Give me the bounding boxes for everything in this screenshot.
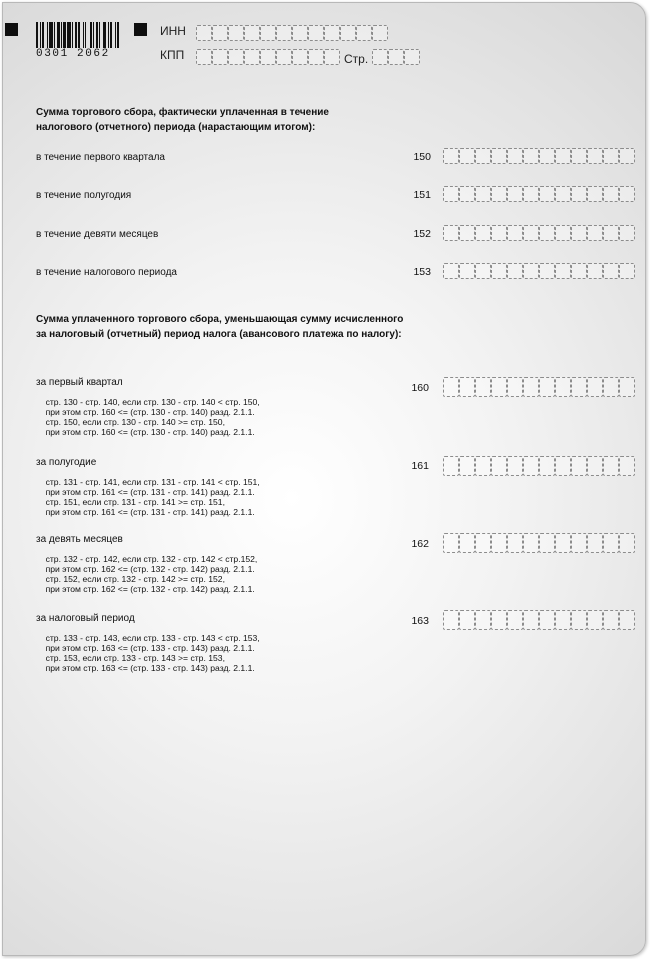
- entry-cell[interactable]: [443, 456, 459, 476]
- entry-cell[interactable]: [308, 25, 324, 41]
- entry-cell[interactable]: [491, 456, 507, 476]
- row-163-line: при этом стр. 163 <= (стр. 133 - стр. 143) разд. 2.1.1.: [45, 662, 255, 673]
- entry-cell[interactable]: [372, 49, 388, 65]
- entry-cell[interactable]: [571, 263, 587, 279]
- entry-cell[interactable]: [459, 263, 475, 279]
- row-160-line: стр. 130 - стр. 140, если стр. 130 - стр. 140 < стр. 150,: [45, 397, 260, 408]
- entry-cell[interactable]: [603, 456, 619, 476]
- entry-cell[interactable]: [324, 25, 340, 41]
- row-161-line: при этом стр. 161 <= (стр. 131 - стр. 141) разд. 2.1.1.: [45, 487, 255, 498]
- row-160-line: стр. 150, если стр. 130 - стр. 140 >= стр. 150,: [45, 416, 225, 427]
- entry-cell[interactable]: [475, 186, 491, 202]
- entry-cell[interactable]: [292, 25, 308, 41]
- section2-title-line2: за налоговый (отчетный) период налога (авансового платежа по налогу):: [36, 329, 402, 340]
- row-152-code: 152: [413, 228, 431, 240]
- row-163-line: стр. 153, если стр. 133 - стр. 143 >= стр. 153,: [45, 652, 225, 663]
- entry-cell[interactable]: [587, 263, 603, 279]
- entry-cell[interactable]: [443, 186, 459, 202]
- entry-cell[interactable]: [491, 610, 507, 630]
- row-160-description: [36, 356, 260, 447]
- entry-cell[interactable]: [571, 533, 587, 553]
- page-number-field[interactable]: [372, 49, 420, 65]
- row-163-code: 163: [411, 615, 429, 627]
- row-162-line: при этом стр. 162 <= (стр. 132 - стр. 142) разд. 2.1.1.: [45, 583, 255, 594]
- entry-cell[interactable]: [507, 148, 523, 164]
- entry-cell[interactable]: [603, 263, 619, 279]
- entry-cell[interactable]: [619, 186, 635, 202]
- row-150-field[interactable]: [443, 148, 635, 164]
- entry-cell[interactable]: [619, 225, 635, 241]
- barcode-bar: [117, 22, 119, 48]
- entry-cell[interactable]: [276, 49, 292, 65]
- entry-cell[interactable]: [587, 225, 603, 241]
- entry-cell[interactable]: [619, 263, 635, 279]
- entry-cell[interactable]: [459, 610, 475, 630]
- entry-cell[interactable]: [603, 225, 619, 241]
- entry-cell[interactable]: [507, 263, 523, 279]
- entry-cell[interactable]: [459, 533, 475, 553]
- row-162-line: при этом стр. 162 <= (стр. 132 - стр. 142) разд. 2.1.1.: [45, 564, 255, 575]
- entry-cell[interactable]: [340, 25, 356, 41]
- kpp-label: КПП: [160, 48, 185, 62]
- entry-cell[interactable]: [356, 25, 372, 41]
- section2-title: [36, 312, 403, 342]
- entry-cell[interactable]: [459, 225, 475, 241]
- entry-cell[interactable]: [459, 456, 475, 476]
- row-163-field[interactable]: [443, 610, 635, 630]
- entry-cell[interactable]: [459, 377, 475, 397]
- row-152-label: в течение девяти месяцев: [36, 229, 159, 240]
- entry-cell[interactable]: [475, 225, 491, 241]
- entry-cell[interactable]: [276, 25, 292, 41]
- inn-field[interactable]: [196, 25, 388, 41]
- row-151-code: 151: [413, 189, 431, 201]
- entry-cell[interactable]: [539, 186, 555, 202]
- entry-cell[interactable]: [619, 377, 635, 397]
- entry-cell[interactable]: [507, 456, 523, 476]
- row-161-field[interactable]: [443, 456, 635, 476]
- entry-cell[interactable]: [539, 377, 555, 397]
- entry-cell[interactable]: [491, 377, 507, 397]
- entry-cell[interactable]: [475, 263, 491, 279]
- entry-cell[interactable]: [555, 610, 571, 630]
- entry-cell[interactable]: [555, 263, 571, 279]
- entry-cell[interactable]: [372, 25, 388, 41]
- entry-cell[interactable]: [619, 610, 635, 630]
- row-150-code: 150: [413, 151, 431, 163]
- entry-cell[interactable]: [619, 148, 635, 164]
- entry-cell[interactable]: [587, 148, 603, 164]
- form-sheet: [2, 2, 646, 956]
- entry-cell[interactable]: [523, 533, 539, 553]
- entry-cell[interactable]: [491, 148, 507, 164]
- entry-cell[interactable]: [507, 533, 523, 553]
- entry-cell[interactable]: [619, 456, 635, 476]
- entry-cell[interactable]: [571, 225, 587, 241]
- row-161-line: стр. 151, если стр. 131 - стр. 141 >= стр. 151,: [45, 496, 225, 507]
- entry-cell[interactable]: [571, 377, 587, 397]
- entry-cell[interactable]: [523, 148, 539, 164]
- entry-cell[interactable]: [555, 186, 571, 202]
- entry-cell[interactable]: [443, 377, 459, 397]
- barcode: [36, 22, 120, 58]
- row-162-line: стр. 152, если стр. 132 - стр. 142 >= стр. 152,: [45, 573, 225, 584]
- row-162-code: 162: [411, 538, 429, 550]
- row-162-description: [36, 513, 257, 604]
- entry-cell[interactable]: [459, 148, 475, 164]
- entry-cell[interactable]: [308, 49, 324, 65]
- row-153-label: в течение налогового периода: [36, 267, 177, 278]
- entry-cell[interactable]: [404, 49, 420, 65]
- entry-cell[interactable]: [491, 186, 507, 202]
- row-160-line: при этом стр. 160 <= (стр. 130 - стр. 140) разд. 2.1.1.: [45, 426, 255, 437]
- entry-cell[interactable]: [539, 456, 555, 476]
- entry-cell[interactable]: [539, 263, 555, 279]
- entry-cell[interactable]: [443, 263, 459, 279]
- entry-cell[interactable]: [523, 263, 539, 279]
- entry-cell[interactable]: [212, 49, 228, 65]
- entry-cell[interactable]: [603, 377, 619, 397]
- entry-cell[interactable]: [523, 225, 539, 241]
- row-162-field[interactable]: [443, 533, 635, 553]
- entry-cell[interactable]: [475, 533, 491, 553]
- entry-cell[interactable]: [475, 148, 491, 164]
- corner-marker-right: [134, 23, 147, 36]
- entry-cell[interactable]: [324, 49, 340, 65]
- entry-cell[interactable]: [555, 225, 571, 241]
- row-163-title: за налоговый период: [36, 612, 135, 624]
- row-153-code: 153: [413, 266, 431, 278]
- row-160-title: за первый квартал: [36, 376, 123, 388]
- row-162-line: стр. 132 - стр. 142, если стр. 132 - стр. 142 < стр.152,: [45, 554, 258, 565]
- row-150-label: в течение первого квартала: [36, 152, 165, 163]
- entry-cell[interactable]: [523, 456, 539, 476]
- row-160-field[interactable]: [443, 377, 635, 397]
- entry-cell[interactable]: [475, 377, 491, 397]
- entry-cell[interactable]: [587, 186, 603, 202]
- entry-cell[interactable]: [555, 533, 571, 553]
- entry-cell[interactable]: [459, 186, 475, 202]
- entry-cell[interactable]: [507, 377, 523, 397]
- entry-cell[interactable]: [539, 225, 555, 241]
- entry-cell[interactable]: [523, 186, 539, 202]
- entry-cell[interactable]: [619, 533, 635, 553]
- entry-cell[interactable]: [260, 49, 276, 65]
- row-152-field[interactable]: [443, 225, 635, 241]
- row-153-field[interactable]: [443, 263, 635, 279]
- entry-cell[interactable]: [603, 533, 619, 553]
- entry-cell[interactable]: [587, 533, 603, 553]
- row-161-code: 161: [411, 460, 429, 472]
- barcode-number: 0301 2062: [36, 48, 110, 60]
- entry-cell[interactable]: [571, 610, 587, 630]
- entry-cell[interactable]: [507, 225, 523, 241]
- row-163-description: [36, 592, 260, 683]
- row-161-line: стр. 131 - стр. 141, если стр. 131 - стр. 141 < стр. 151,: [45, 477, 260, 488]
- entry-cell[interactable]: [244, 25, 260, 41]
- entry-cell[interactable]: [443, 610, 459, 630]
- entry-cell[interactable]: [196, 25, 212, 41]
- entry-cell[interactable]: [388, 49, 404, 65]
- entry-cell[interactable]: [555, 377, 571, 397]
- inn-label: ИНН: [160, 24, 186, 38]
- entry-cell[interactable]: [539, 533, 555, 553]
- row-160-line: при этом стр. 160 <= (стр. 130 - стр. 140) разд. 2.1.1.: [45, 407, 255, 418]
- entry-cell[interactable]: [603, 610, 619, 630]
- entry-cell[interactable]: [523, 610, 539, 630]
- entry-cell[interactable]: [443, 225, 459, 241]
- entry-cell[interactable]: [260, 25, 276, 41]
- entry-cell[interactable]: [587, 456, 603, 476]
- entry-cell[interactable]: [244, 49, 260, 65]
- entry-cell[interactable]: [571, 148, 587, 164]
- row-151-field[interactable]: [443, 186, 635, 202]
- entry-cell[interactable]: [539, 610, 555, 630]
- row-160-code: 160: [411, 382, 429, 394]
- entry-cell[interactable]: [292, 49, 308, 65]
- row-163-line: при этом стр. 163 <= (стр. 133 - стр. 143) разд. 2.1.1.: [45, 643, 255, 654]
- row-161-title: за полугодие: [36, 456, 97, 468]
- entry-cell[interactable]: [507, 610, 523, 630]
- entry-cell[interactable]: [587, 610, 603, 630]
- entry-cell[interactable]: [603, 186, 619, 202]
- section2-title-line1: Сумма уплаченного торгового сбора, уменьшающая сумму исчисленного: [36, 314, 404, 325]
- entry-cell[interactable]: [571, 186, 587, 202]
- entry-cell[interactable]: [228, 25, 244, 41]
- entry-cell[interactable]: [475, 610, 491, 630]
- section1-title-line2: налогового (отчетного) периода (нарастающим итогом):: [36, 122, 316, 133]
- section1-title: [36, 105, 329, 135]
- entry-cell[interactable]: [523, 377, 539, 397]
- entry-cell[interactable]: [603, 148, 619, 164]
- entry-cell[interactable]: [443, 148, 459, 164]
- section1-title-line1: Сумма торгового сбора, фактически уплаченная в течение: [36, 107, 329, 118]
- row-151-label: в течение полугодия: [36, 190, 132, 201]
- entry-cell[interactable]: [491, 533, 507, 553]
- entry-cell[interactable]: [571, 456, 587, 476]
- row-162-title: за девять месяцев: [36, 533, 123, 545]
- row-161-line: при этом стр. 161 <= (стр. 131 - стр. 141) разд. 2.1.1.: [45, 506, 255, 517]
- entry-cell[interactable]: [228, 49, 244, 65]
- entry-cell[interactable]: [196, 49, 212, 65]
- entry-cell[interactable]: [491, 263, 507, 279]
- entry-cell[interactable]: [443, 533, 459, 553]
- kpp-field[interactable]: [196, 49, 340, 65]
- row-163-line: стр. 133 - стр. 143, если стр. 133 - стр. 143 < стр. 153,: [45, 633, 260, 644]
- entry-cell[interactable]: [212, 25, 228, 41]
- entry-cell[interactable]: [507, 186, 523, 202]
- barcode-bars: [36, 22, 120, 48]
- entry-cell[interactable]: [587, 377, 603, 397]
- corner-marker-left: [5, 23, 18, 36]
- entry-cell[interactable]: [555, 148, 571, 164]
- entry-cell[interactable]: [555, 456, 571, 476]
- page-label: Стр.: [344, 52, 369, 66]
- entry-cell[interactable]: [491, 225, 507, 241]
- entry-cell[interactable]: [539, 148, 555, 164]
- entry-cell[interactable]: [475, 456, 491, 476]
